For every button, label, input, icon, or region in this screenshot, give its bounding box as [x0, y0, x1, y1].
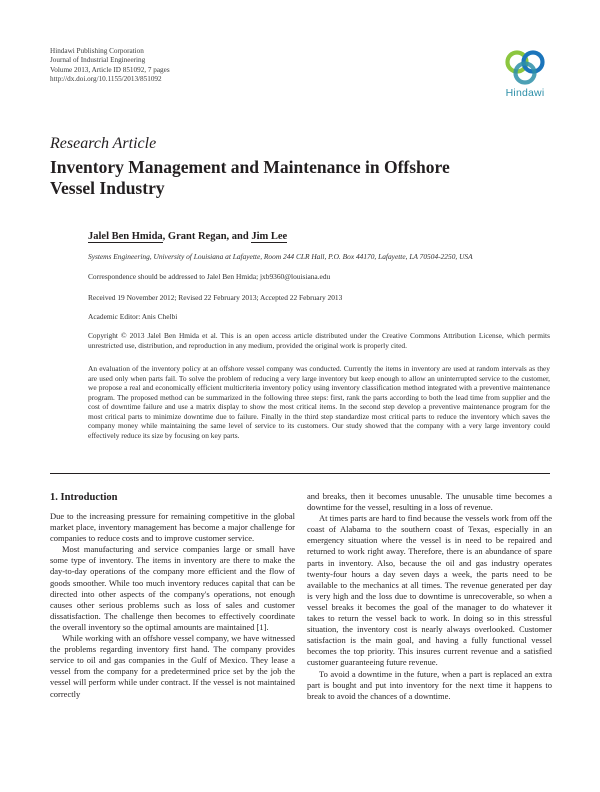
affiliation: Systems Engineering, University of Louisiana at Lafayette, Room 244 CLR Hall, P.O. Box 44170, Lafayette, LA 70504-2250, USA [88, 252, 473, 261]
author-separator: , [162, 231, 168, 242]
article-type: Research Article [50, 135, 157, 152]
author-link-3[interactable]: Jim Lee [251, 231, 288, 242]
abstract: An evaluation of the inventory policy at an offshore vessel company was conducted. Currently the items in inventory are used at random intervals as they are used only when parts fail. To solve the problem of reducing a very large inventory but keep enough to allow an uninterrupted service to the customer, we propose a real and economically efficient multicriteria inventory policy using inventory classification method integrated with a preventive maintenance program. The proposed method can be summarized in the following three steps: first, rank the parts according to both the lead time from supplier and the cost of downtime failure and use a matrix display to show the most critical items. In the second step develop a preventive maintenance program for the most critical parts to minimize downtime due to failure. Finally in the third step standardize most critical parts to reduce the inventory which saves the company money while maintaining the same level of service to its customers. Our study showed that the company with a very large inventory could effectively reduce its size by focusing on key parts. [88, 364, 550, 440]
author-list [88, 231, 287, 242]
volume-info: Volume 2013, Article ID 851092, 7 pages [50, 65, 170, 74]
dates: Received 19 November 2012; Revised 22 February 2013; Accepted 22 February 2013 [88, 293, 343, 302]
section-heading: 1. Introduction [50, 492, 118, 503]
academic-editor: Academic Editor: Anis Chelbi [88, 312, 178, 321]
body-column-left [50, 491, 295, 700]
correspondence: Correspondence should be addressed to Jalel Ben Hmida; jxb9360@louisiana.edu [88, 272, 331, 281]
paragraph: Most manufacturing and service companies large or small have some type of inventory. The items in inventory are there to make the day-to-day operations of the company more efficient and the flow of goods smoother. While too much inventory reduces capital that can be directed into other aspects of the company's operations, not enough causes other serious problems such as loss of sales and customer dissatisfaction. The challenge then becomes to effectively coordinate the overall inventory so the optimal amounts are maintained [1]. [50, 544, 295, 632]
publisher-name: Hindawi Publishing Corporation [50, 47, 144, 55]
paragraph: To avoid a downtime in the future, when a part is replaced an extra part is bought and put into inventory for the next time it happens to break to avoid the chances of a downtime. [307, 668, 552, 701]
logo-wordmark: Hindawi [505, 87, 545, 99]
paragraph: At times parts are hard to find because the vessels work from off the coast of Alabama to the southern coast of Texas, especially in an emergency situation where the vessel is in need to be repaired and returned to work right away. Therefore, there is an abundance of spare parts in inventory. Also, because the oil and gas industry operates twenty-four hours a day seven days a week, the parts need to be available to the mechanics at all times. The revenue generated per day is very high and the loss due to downtime is unrecoverable, so when a vessel breaks it becomes the goal of the manager to do whatever it takes to return the vessel back to work. In doing so in this stressful situation, the inventory cost is nearly always overlooked. Customer satisfaction is the main goal, and having a fully functional vessel becomes the top priority. This insures current revenue and a satisfied customer guaranteeing future revenue. [307, 513, 552, 668]
author-name-2: Grant Regan [167, 231, 227, 242]
author-link-1[interactable]: Jalel Ben Hmida [88, 231, 163, 242]
hindawi-logo[interactable] [496, 48, 554, 106]
paragraph: While working with an offshore vessel company, we have witnessed the problems regarding inventory first hand. The company provides service to oil and gas companies in the Gulf of Mexico. They lease a vessel from the company for a predetermined price set by the job the vessel will perform while under contract. If the vessel is not maintained correctly [50, 633, 295, 699]
author-separator: , and [226, 231, 252, 242]
journal-name: Journal of Industrial Engineering [50, 56, 146, 65]
doi-link[interactable]: http://dx.doi.org/10.1155/2013/851092 [50, 75, 162, 84]
hindawi-logo-icon [502, 48, 548, 86]
article-title: Inventory Management and Maintenance in Offshore Vessel Industry [50, 157, 450, 198]
section-divider [50, 473, 550, 474]
body-column-right [307, 491, 552, 702]
journal-info [50, 47, 170, 85]
paragraph: and breaks, then it becomes unusable. The unusable time becomes a downtime for the vessel, resulting in a loss of revenue. [307, 491, 552, 513]
copyright-notice: Copyright © 2013 Jalel Ben Hmida et al. This is an open access article distributed under the Creative Commons Attribution License, which permits unrestricted use, distribution, and reproduction in any medium, provided the original work is properly cited. [88, 331, 550, 350]
paragraph: Due to the increasing pressure for remaining competitive in the global market place, inventory management has become a major challenge for companies to reduce costs and to improve customer service. [50, 511, 295, 544]
